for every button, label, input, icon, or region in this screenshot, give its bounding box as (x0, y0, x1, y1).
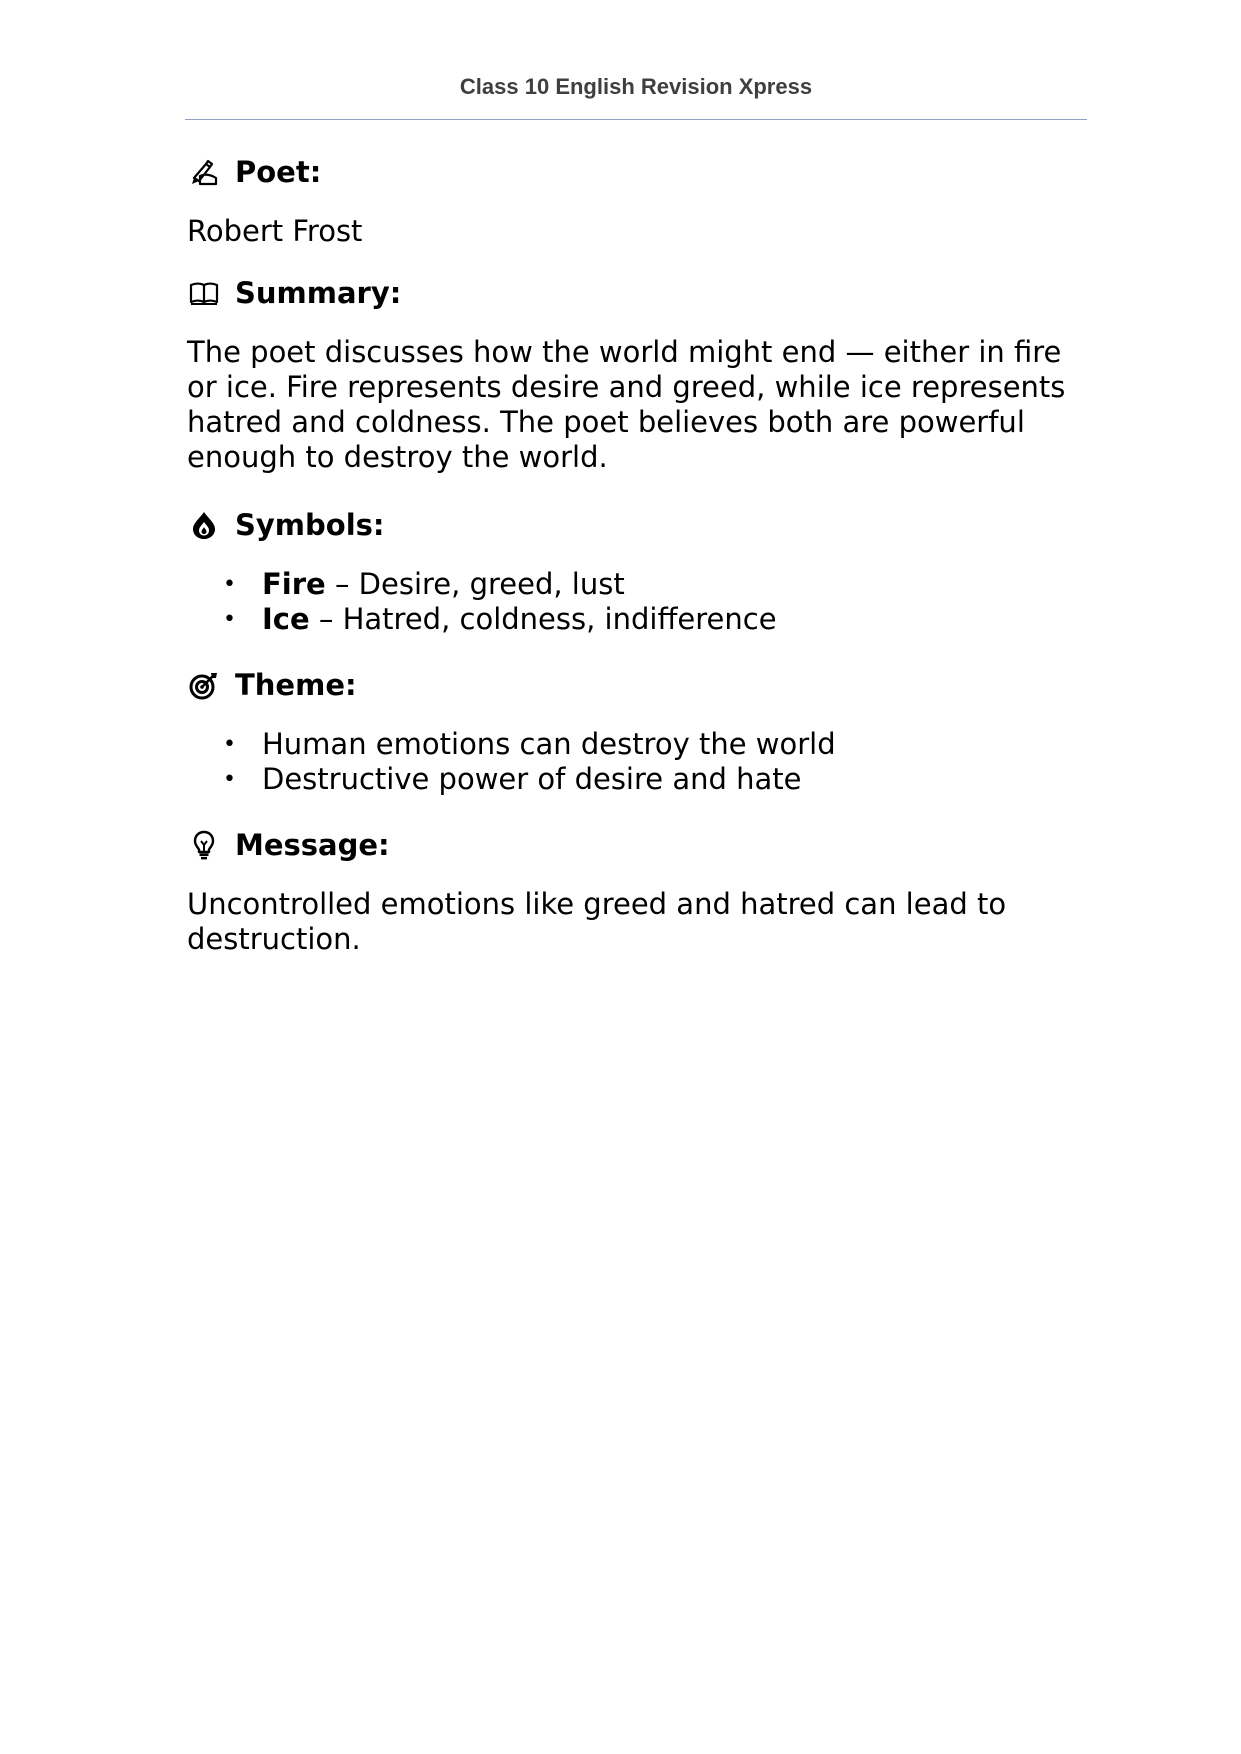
target-icon (187, 668, 221, 702)
summary-text: The poet discusses how the world might end — either in fire or ice. Fire represents desire and greed, while ice represents hatred and coldness. The poet believes both are powerful enough to destroy the world. (187, 335, 1066, 474)
page-header-title: Class 10 English Revision Xpress (459, 74, 813, 99)
theme-item: Human emotions can destroy the world (262, 727, 836, 761)
bullet: • (223, 572, 236, 597)
list-item (187, 762, 1087, 797)
symbol-meaning: Hatred, coldness, indifference (342, 602, 777, 636)
bullet: • (223, 732, 236, 757)
symbol-term: Ice (262, 602, 310, 636)
symbol-term: Fire (262, 567, 326, 601)
theme-list (187, 727, 1087, 797)
message-text: Uncontrolled emotions like greed and hatred can lead to destruction. (187, 887, 1007, 956)
symbol-separator: – (309, 602, 343, 636)
summary-heading (187, 271, 1087, 315)
list-item (187, 727, 1087, 762)
bullet: • (223, 767, 236, 792)
summary-heading-label: Summary: (235, 276, 402, 310)
poet-heading (187, 150, 1087, 194)
symbol-separator: – (325, 567, 359, 601)
lightbulb-icon (187, 828, 221, 862)
bullet: • (223, 607, 236, 632)
poet-heading-label: Poet: (235, 155, 322, 189)
theme-heading-label: Theme: (235, 668, 357, 702)
theme-heading (187, 663, 1087, 707)
list-item (187, 567, 1087, 602)
symbol-meaning: Desire, greed, lust (358, 567, 625, 601)
document-body (187, 150, 1087, 957)
header-divider (185, 119, 1087, 120)
fire-drop-icon (187, 508, 221, 542)
symbols-list (187, 567, 1087, 637)
open-book-icon (187, 276, 221, 310)
theme-item: Destructive power of desire and hate (262, 762, 802, 796)
symbols-heading-label: Symbols: (235, 508, 385, 542)
message-heading-label: Message: (235, 828, 390, 862)
message-heading (187, 823, 1087, 867)
poet-name: Robert Frost (187, 214, 363, 248)
writing-hand-icon (187, 155, 221, 189)
list-item (187, 602, 1087, 637)
symbols-heading (187, 503, 1087, 547)
